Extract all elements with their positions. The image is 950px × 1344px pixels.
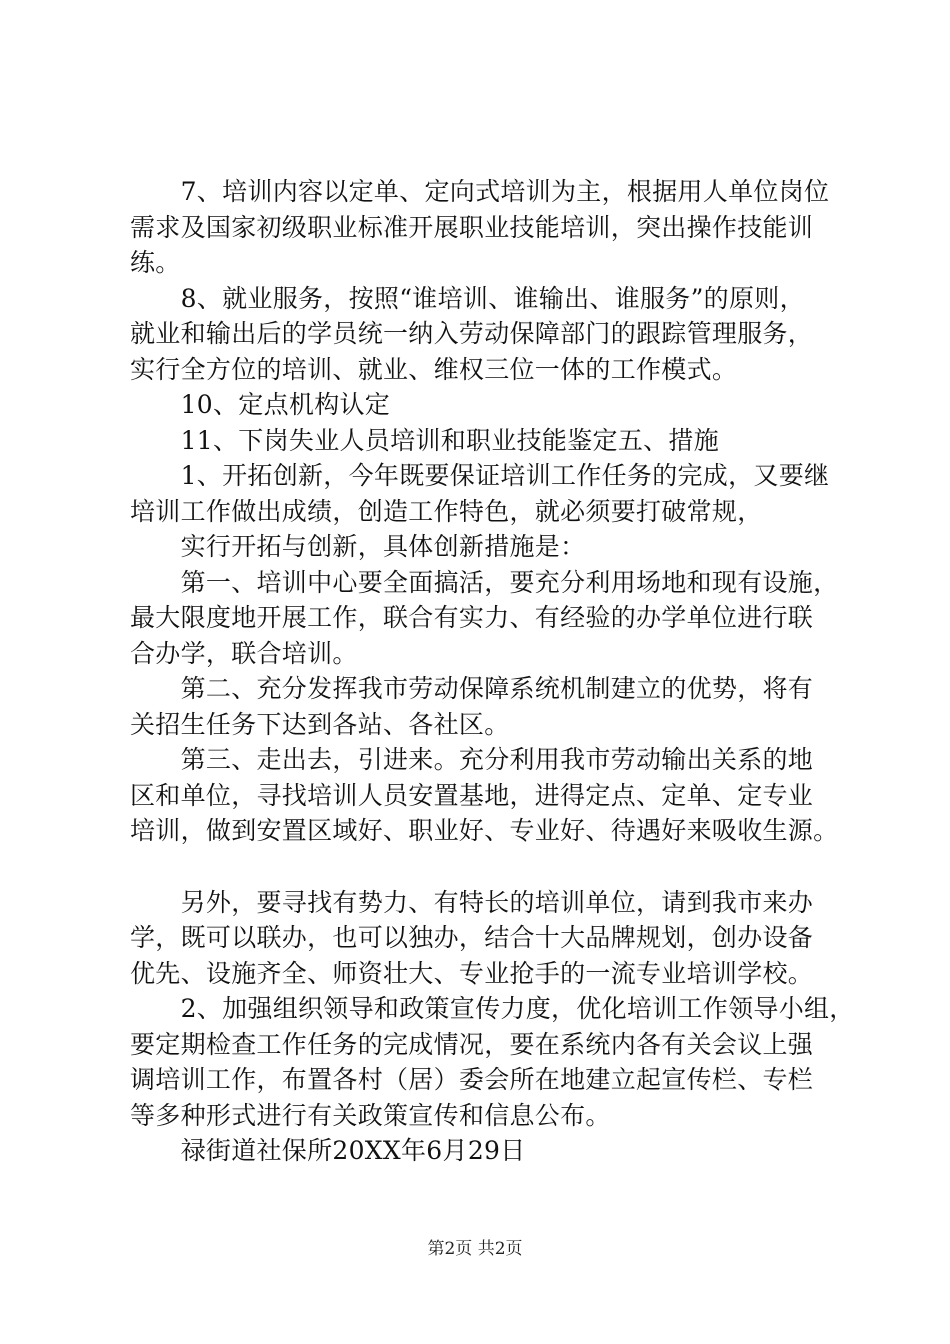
text-line: 培训工作做出成绩，创造工作特色，就必须要打破常规， <box>130 496 763 526</box>
text-line: 2、加强组织领导和政策宣传力度，优化培训工作领导小组， <box>130 994 855 1023</box>
text-line: 等多种形式进行有关政策宣传和信息公布。 <box>130 1100 611 1130</box>
text-line: 1、开拓创新，今年既要保证培训工作任务的完成，又要继 <box>130 461 830 490</box>
text-line: 培训，做到安置区域好、职业好、专业好、待遇好来吸收生源。 <box>130 816 839 845</box>
text-line: 合办学，联合培训。 <box>130 638 358 668</box>
text-line: 另外，要寻找有势力、有特长的培训单位，请到我市来办 <box>130 887 814 917</box>
text-line: 要定期检查工作任务的完成情况，要在系统内各有关会议上强 <box>130 1029 814 1059</box>
text-line: 需求及国家初级职业标准开展职业技能培训，突出操作技能训 <box>130 212 814 242</box>
text-line: 学，既可以联办，也可以独办，结合十大品牌规划，创办设备 <box>130 923 814 952</box>
text-line: 8、就业服务，按照“谁培训、谁输出、谁服务”的原则， <box>130 283 805 313</box>
text-line: 7、培训内容以定单、定向式培训为主，根据用人单位岗位 <box>130 177 830 206</box>
text-line: 第二、充分发挥我市劳动保障系统机制建立的优势，将有 <box>130 674 814 703</box>
text-line: 最大限度地开展工作，联合有实力、有经验的办学单位进行联 <box>130 603 814 632</box>
signature-line: 禄街道社保所20XX年6月29日 <box>130 1136 526 1165</box>
text-line: 区和单位，寻找培训人员安置基地，进得定点、定单、定专业 <box>130 780 814 810</box>
text-line: 关招生任务下达到各站、各社区。 <box>130 709 510 739</box>
text-line: 练。 <box>130 248 181 277</box>
paragraph-gap <box>130 849 830 885</box>
text-line: 调培训工作，布置各村（居）委会所在地建立起宣传栏、专栏 <box>130 1065 814 1094</box>
text-line: 10、定点机构认定 <box>130 390 391 419</box>
page-footer <box>0 1237 950 1261</box>
page-number-label: 第2页 共2页 <box>427 1239 523 1259</box>
text-line: 就业和输出后的学员统一纳入劳动保障部门的跟踪管理服务， <box>130 319 814 348</box>
text-line: 优先、设施齐全、师资壮大、专业抢手的一流专业培训学校。 <box>130 958 814 988</box>
text-line: 实行全方位的培训、就业、维权三位一体的工作模式。 <box>130 354 738 384</box>
text-line: 第一、培训中心要全面搞活，要充分利用场地和现有设施， <box>130 567 839 597</box>
document-body <box>130 174 855 1169</box>
text-line: 实行开拓与创新，具体创新措施是： <box>130 532 586 561</box>
text-line: 第三、走出去，引进来。充分利用我市劳动输出关系的地 <box>130 745 814 774</box>
text-line: 11、下岗失业人员培训和职业技能鉴定五、措施 <box>130 425 720 455</box>
